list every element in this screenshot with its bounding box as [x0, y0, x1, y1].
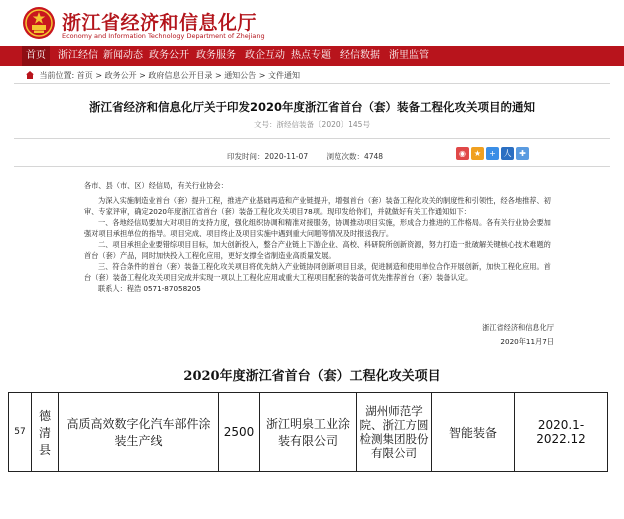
breadcrumb-prefix: 当前位置:	[39, 71, 75, 80]
breadcrumb-home[interactable]: 首页	[76, 71, 93, 80]
cell-category: 智能装备	[432, 393, 515, 472]
nav-item-home[interactable]: 首页	[22, 46, 50, 66]
cell-project: 高质高效数字化汽车部件涂装生产线	[59, 393, 219, 472]
nav-item-news[interactable]: 新闻动态	[103, 50, 143, 61]
site-title[interactable]: 浙江省经济和信息化厅	[62, 12, 258, 34]
nav-item-hot-topics[interactable]: 热点专题	[291, 50, 331, 61]
site-header	[0, 0, 624, 46]
cell-no: 57	[9, 393, 32, 472]
plus-icon[interactable]: +	[486, 147, 499, 160]
breadcrumb-notices[interactable]: 通知公告	[224, 71, 257, 80]
paragraph: 三、符合条件的首台（套）装备工程化攻关项目将优先纳入产业链协同创新项目目录，促进制造和使用单位合作开展创新，加快工程化应用。首台（套）装备工程化攻关项目完成并实现一项以上工程化应用或重大工程项目配套的装备可优先推荐首台（套）装备认定。	[84, 262, 551, 282]
national-emblem-icon[interactable]	[22, 6, 56, 40]
breadcrumb-separator: >	[139, 71, 149, 80]
meta-divider	[14, 166, 610, 167]
project-table	[8, 392, 608, 472]
title-divider	[14, 138, 610, 139]
document-number: 文号：浙经信装备〔2020〕145号	[254, 120, 370, 129]
breadcrumb-gov-disclosure[interactable]: 政务公开	[104, 71, 137, 80]
table-row	[9, 393, 608, 472]
paragraph: 二、项目承担企业要错综项目目标，加大创新投入，整合产业链上下游企业、高校、科研院所创新资源，努力打造一批破解关键核心技术难题的首台（套）产品，同时加快投入工程化应用，更好支撑全省制造业高质量发展。	[84, 240, 551, 260]
cell-county: 德清县	[32, 393, 59, 472]
site-subtitle: Economy and Information Technology Department of Zhejiang	[62, 32, 265, 40]
article-title: 浙江省经济和信息化厅关于印发2020年度浙江省首台（套）装备工程化攻关项目的通知	[88, 100, 535, 114]
contact-line: 联系人：程浩 0571-87058205	[98, 284, 201, 293]
cell-company: 浙江明泉工业涂装有限公司	[260, 393, 357, 472]
nav-item-zhejiang-jingxin[interactable]: 浙江经信	[58, 50, 98, 61]
print-date: 印发时间：2020-11-07	[227, 152, 309, 161]
breadcrumb-file-notices[interactable]: 文件通知	[267, 71, 300, 80]
nav-item-gov-services[interactable]: 政务服务	[196, 50, 236, 61]
cell-investment: 2500	[219, 393, 260, 472]
breadcrumb	[26, 70, 300, 81]
article-meta	[227, 151, 399, 162]
nav-item-supervision[interactable]: 浙里监管	[389, 50, 429, 61]
breadcrumb-divider	[14, 83, 610, 84]
breadcrumb-separator: >	[214, 71, 225, 80]
nav-item-data[interactable]: 经信数据	[340, 50, 380, 61]
paragraph: 一、各地经信局要加大对项目的支持力度，强化组织协调和精准对接服务，协调推动项目实施，形成合力推进的工作格局。各有关行业协会要加强对项目承担单位的指导。项目完成、项目终止及项目实施中遇到重大问题等情况及时报送我厅。	[84, 218, 551, 238]
breadcrumb-separator: >	[258, 71, 268, 80]
cell-period: 2020.1-2022.12	[515, 393, 608, 472]
more-icon[interactable]: ✚	[516, 147, 529, 160]
attachment-title: 2020年度浙江省首台（套）工程化攻关项目	[183, 369, 441, 384]
signature-date: 2020年11月7日	[500, 337, 554, 346]
salutation: 各市、县（市、区）经信局，有关行业协会：	[84, 181, 228, 190]
nav-item-interaction[interactable]: 政企互动	[245, 50, 285, 61]
breadcrumb-separator: >	[95, 71, 105, 80]
nav-item-gov-disclosure[interactable]: 政务公开	[149, 50, 189, 61]
qzone-icon[interactable]: ★	[471, 147, 484, 160]
view-count: 浏览次数：4748	[326, 152, 384, 161]
breadcrumb-info-catalog[interactable]: 政府信息公开目录	[148, 71, 213, 80]
article-body	[84, 180, 554, 294]
signature-org: 浙江省经济和信息化厅	[482, 323, 554, 332]
home-icon	[26, 71, 34, 79]
renren-icon[interactable]: 人	[501, 147, 514, 160]
weibo-icon[interactable]: ◉	[456, 147, 469, 160]
paragraph: 为深入实施制造业首台（套）提升工程，推进产业基础再造和产业链提升，增强首台（套）装备工程化攻关的制度性和引领性，经各地推荐、初审、专家评审，确定2020年度浙江省首台（套）装备工程化攻关项目78项。现印发给你们，并就做好有关工作通知如下：	[84, 196, 551, 216]
main-nav	[0, 46, 624, 66]
cell-partners: 湖州师范学院、浙江方圆检测集团股份有限公司	[357, 393, 432, 472]
